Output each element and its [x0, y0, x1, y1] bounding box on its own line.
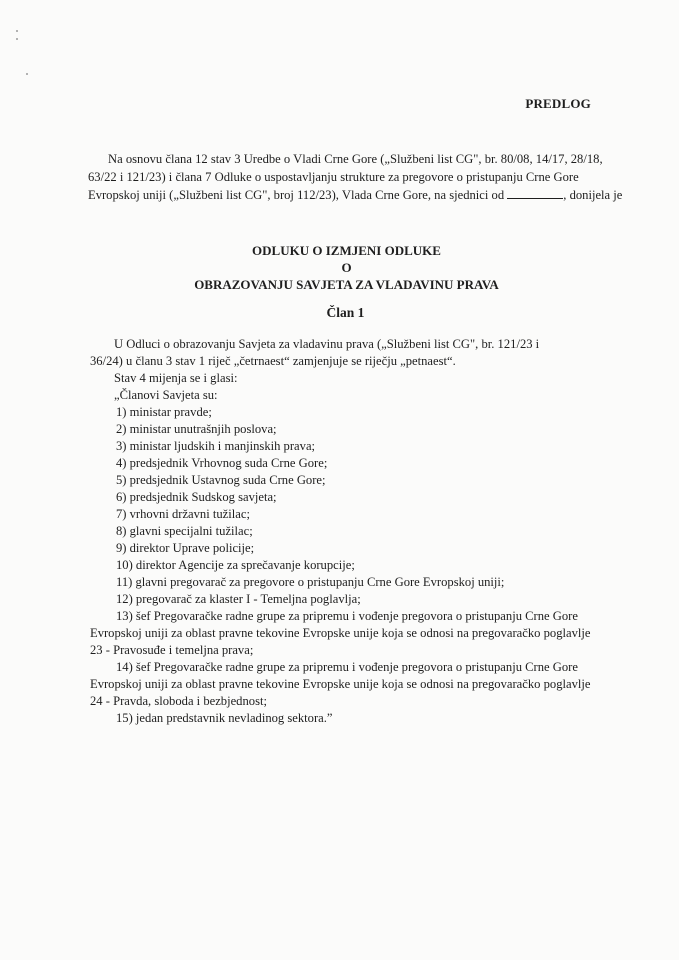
members-intro: „Članovi Savjeta su:: [114, 388, 218, 402]
amendment-paragraph: Stav 4 mijenja se i glasi:: [114, 371, 238, 385]
list-item: 9) direktor Uprave policije;: [116, 541, 255, 555]
list-item-continuation: 23 - Pravosuđe i temeljna prava;: [90, 643, 254, 657]
list-item: 7) vrhovni državni tužilac;: [116, 507, 250, 521]
list-item: 13) šef Pregovaračke radne grupe za pripremu i vođenje pregovora o pristupanju Crne Gore: [116, 609, 578, 623]
date-blank: [507, 187, 563, 199]
scan-speck: [26, 73, 28, 75]
list-item-continuation: Evropskoj uniji za oblast pravne tekovine Evropske unije koja se odnosi na pregovaračko poglavlje: [90, 677, 591, 691]
list-item: 5) predsjednik Ustavnog suda Crne Gore;: [116, 473, 326, 487]
preamble-line: [88, 186, 623, 204]
document-title: [0, 242, 679, 293]
list-item: 4) predsjednik Vrhovnog suda Crne Gore;: [116, 456, 328, 470]
list-item: 11) glavni pregovarač za pregovore o pristupanju Crne Gore Evropskoj uniji;: [116, 575, 505, 589]
article-intro: U Odluci o obrazovanju Savjeta za vladavinu prava („Službeni list CG", br. 121/23 i: [114, 337, 540, 351]
title-line: O: [341, 260, 352, 275]
list-item: 3) ministar ljudskih i manjinskih prava;: [116, 439, 316, 453]
title-line: ODLUKU O IZMJENI ODLUKE: [252, 243, 441, 258]
preamble-line: Na osnovu člana 12 stav 3 Uredbe o Vladi Crne Gore („Službeni list CG", br. 80/08, 14/17, 28/18,: [108, 152, 603, 166]
article-body: [90, 336, 590, 727]
scan-speck: [16, 38, 18, 40]
list-item: 2) ministar unutrašnjih poslova;: [116, 422, 277, 436]
title-line: OBRAZOVANJU SAVJETA ZA VLADAVINU PRAVA: [194, 277, 499, 292]
article-intro: 36/24) u članu 3 stav 1 riječ „četrnaest“ zamjenjuje se riječju „petnaest“.: [90, 354, 456, 368]
preamble-text: , donijela je: [563, 188, 623, 202]
list-item: 10) direktor Agencije za sprečavanje korupcije;: [116, 558, 355, 572]
preamble-text: Evropskoj uniji („Službeni list CG", broj 112/23), Vlada Crne Gore, na sjednici od: [88, 188, 505, 202]
preamble: [88, 150, 623, 204]
list-item: 15) jedan predstavnik nevladinog sektora.”: [116, 711, 333, 725]
list-item: 6) predsjednik Sudskog savjeta;: [116, 490, 277, 504]
list-item-continuation: Evropskoj uniji za oblast pravne tekovine Evropske unije koja se odnosi na pregovaračko poglavlje: [90, 626, 591, 640]
list-item-continuation: 24 - Pravda, sloboda i bezbjednost;: [90, 694, 267, 708]
list-item: 14) šef Pregovaračke radne grupe za pripremu i vođenje pregovora o pristupanju Crne Gore: [116, 660, 578, 674]
draft-label: PREDLOG: [525, 96, 591, 111]
list-item: 1) ministar pravde;: [116, 405, 212, 419]
article-heading: Član 1: [326, 305, 365, 320]
preamble-line: 63/22 i 121/23) i člana 7 Odluke o uspostavljanju strukture za pregovore o pristupanju Crne Gore: [88, 170, 579, 184]
list-item: 8) glavni specijalni tužilac;: [116, 524, 253, 538]
scan-speck: [16, 30, 18, 32]
list-item: 12) pregovarač za klaster I - Temeljna poglavlja;: [116, 592, 361, 606]
